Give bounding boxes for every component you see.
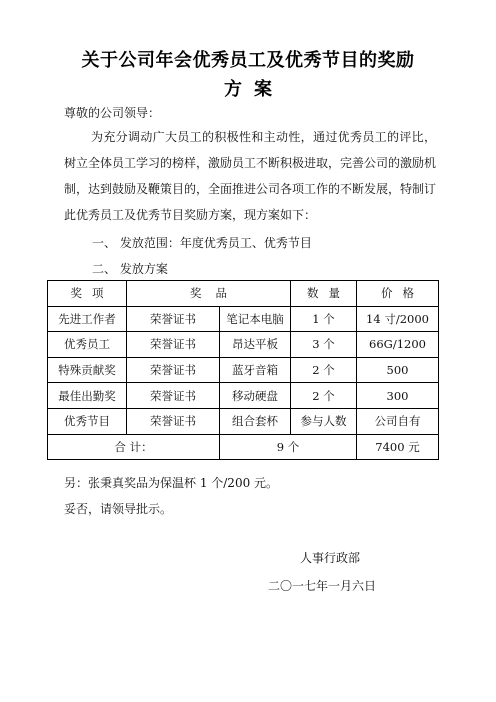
signature-date: 二〇一七年一月六日 [268, 579, 377, 593]
cell-price: 14 寸/2000 [357, 306, 439, 332]
section-scope: 一、 发放范围：年度优秀员工、优秀节目 [92, 236, 312, 250]
table-row [48, 306, 439, 332]
cell-award: 优秀节目 [48, 408, 127, 434]
cell-certificate: 荣誉证书 [127, 332, 220, 358]
cell-quantity: 2 个 [291, 357, 357, 383]
cell-certificate: 荣誉证书 [127, 306, 220, 332]
cell-price: 500 [357, 357, 439, 383]
cell-award: 优秀员工 [48, 332, 127, 358]
supplementary-note: 另：张秉真奖品为保温杯 1 个/200 元。 [64, 476, 279, 490]
cell-item: 笔记本电脑 [220, 306, 291, 332]
cell-certificate: 荣誉证书 [127, 383, 220, 409]
header-prize: 奖品 [127, 281, 291, 307]
cell-quantity: 2 个 [291, 383, 357, 409]
cell-award: 先进工作者 [48, 306, 127, 332]
cell-award: 最佳出勤奖 [48, 383, 127, 409]
table-total-row [48, 434, 439, 460]
cell-price: 300 [357, 383, 439, 409]
approval-request: 妥否，请领导批示。 [64, 502, 173, 516]
salutation: 尊敬的公司领导： [64, 106, 161, 120]
cell-award: 特殊贡献奖 [48, 357, 127, 383]
body-paragraph: 为充分调动广大员工的积极性和主动性，通过优秀员工的评比，树立全体员工学习的榜样，激励员工不断积极进取，完善公司的激励机制，达到鼓励及鞭策目的，全面推进公司各项工作的不断发展，特制订此优秀员工及优秀节目奖励方案，现方案如下： [64, 130, 437, 222]
cell-item: 昂达平板 [220, 332, 291, 358]
header-quantity: 数量 [291, 281, 357, 307]
signature-department: 人事行政部 [300, 551, 361, 565]
cell-item: 移动硬盘 [220, 383, 291, 409]
header-price: 价格 [357, 281, 439, 307]
section-plan: 二、 发放方案 [92, 262, 168, 276]
table-row [48, 408, 439, 434]
table-row [48, 383, 439, 409]
total-label: 合 计： [48, 434, 220, 460]
total-price: 7400 元 [357, 434, 439, 460]
cell-certificate: 荣誉证书 [127, 408, 220, 434]
header-award: 奖项 [48, 281, 127, 307]
cell-item: 蓝牙音箱 [220, 357, 291, 383]
cell-price: 公司自有 [357, 408, 439, 434]
cell-quantity: 1 个 [291, 306, 357, 332]
table-row [48, 357, 439, 383]
award-table [47, 280, 439, 460]
cell-quantity: 参与人数 [291, 408, 357, 434]
table-row [48, 332, 439, 358]
cell-quantity: 3 个 [291, 332, 357, 358]
document-title-sub: 方案 [224, 79, 284, 100]
cell-price: 66G/1200 [357, 332, 439, 358]
document-title: 关于公司年会优秀员工及优秀节目的奖励 [81, 50, 415, 71]
total-quantity: 9 个 [220, 434, 357, 460]
cell-item: 组合套杯 [220, 408, 291, 434]
cell-certificate: 荣誉证书 [127, 357, 220, 383]
table-header-row [48, 281, 439, 307]
